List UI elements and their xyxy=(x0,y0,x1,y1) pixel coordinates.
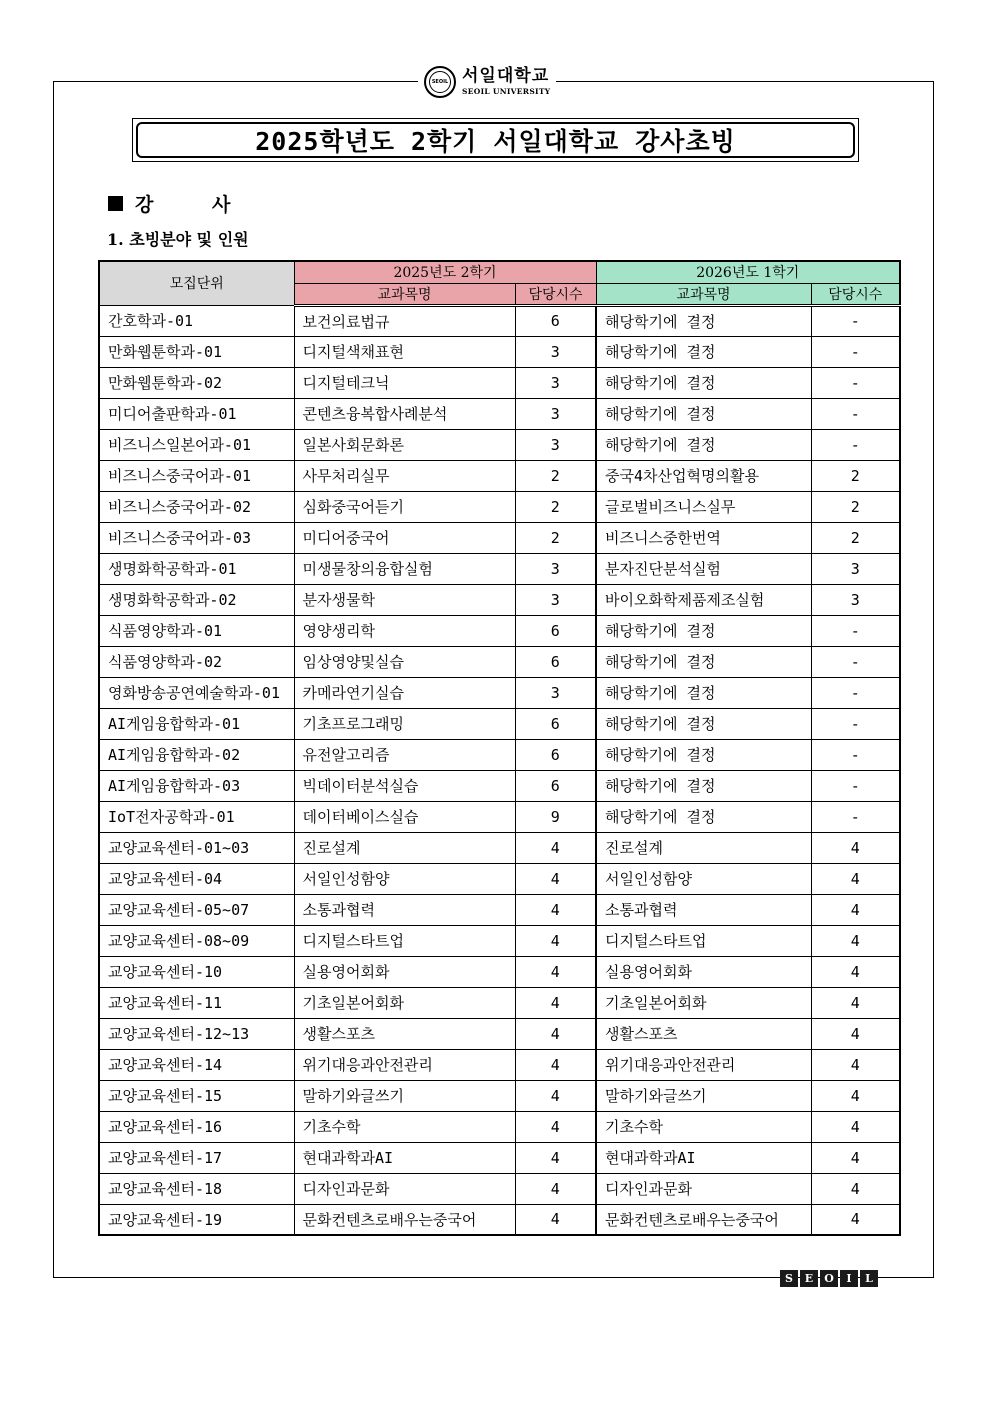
hours-2026-cell: 3 xyxy=(811,553,900,584)
hours-2025-cell: 6 xyxy=(515,615,596,646)
table-row xyxy=(99,522,900,553)
hours-2025-cell: 4 xyxy=(515,863,596,894)
hours-2025-cell: 3 xyxy=(515,336,596,367)
logo-korean-name: 서일대학교 xyxy=(462,66,550,87)
hours-2026-cell: - xyxy=(811,801,900,832)
hours-2026-cell: 2 xyxy=(811,460,900,491)
hours-2026-cell: - xyxy=(811,367,900,398)
course-2026-cell: 해당학기에 결정 xyxy=(596,398,811,429)
hours-2026-cell: 4 xyxy=(811,925,900,956)
unit-cell: 간호학과-01 xyxy=(99,305,294,336)
course-2026-cell: 실용영어회화 xyxy=(596,956,811,987)
course-2026-cell: 기초일본어회화 xyxy=(596,987,811,1018)
unit-cell: 교양교육센터-19 xyxy=(99,1204,294,1235)
course-2025-cell: 디지털테크닉 xyxy=(294,367,515,398)
table-row xyxy=(99,1204,900,1235)
table-row xyxy=(99,832,900,863)
table-row xyxy=(99,646,900,677)
table-row xyxy=(99,460,900,491)
table-row xyxy=(99,336,900,367)
hours-2026-cell: 3 xyxy=(811,584,900,615)
unit-cell: 교양교육센터-10 xyxy=(99,956,294,987)
hours-2025-cell: 6 xyxy=(515,646,596,677)
section-heading xyxy=(108,190,256,217)
hours-2026-cell: 4 xyxy=(811,1204,900,1235)
hours-2025-cell: 4 xyxy=(515,925,596,956)
table-row xyxy=(99,1018,900,1049)
course-2026-cell: 문화컨텐츠로배우는중국어 xyxy=(596,1204,811,1235)
hours-2025-cell: 4 xyxy=(515,987,596,1018)
header-semester-2025-2: 2025년도 2학기 xyxy=(294,261,596,283)
table-row xyxy=(99,739,900,770)
badge-letter: S xyxy=(780,1270,798,1287)
course-2025-cell: 기초수학 xyxy=(294,1111,515,1142)
black-square-icon xyxy=(108,196,123,211)
hours-2025-cell: 6 xyxy=(515,739,596,770)
hours-2026-cell: - xyxy=(811,398,900,429)
course-2025-cell: 보건의료법규 xyxy=(294,305,515,336)
logo-english-name: SEOIL UNIVERSITY xyxy=(462,87,551,97)
unit-cell: AI게임융합학과-02 xyxy=(99,739,294,770)
unit-cell: 비즈니스중국어과-03 xyxy=(99,522,294,553)
hours-2026-cell: 4 xyxy=(811,1142,900,1173)
course-2025-cell: 디지털색채표현 xyxy=(294,336,515,367)
course-2026-cell: 해당학기에 결정 xyxy=(596,646,811,677)
section-label: 강 사 xyxy=(135,194,257,216)
hours-2025-cell: 4 xyxy=(515,1111,596,1142)
hours-2026-cell: 2 xyxy=(811,522,900,553)
recruitment-table xyxy=(98,260,901,1236)
hours-2026-cell: 2 xyxy=(811,491,900,522)
course-2025-cell: 미디어중국어 xyxy=(294,522,515,553)
course-2025-cell: 소통과협력 xyxy=(294,894,515,925)
course-2026-cell: 진로설계 xyxy=(596,832,811,863)
header-course-2: 교과목명 xyxy=(596,283,811,305)
hours-2025-cell: 4 xyxy=(515,1018,596,1049)
course-2025-cell: 기초프로그래밍 xyxy=(294,708,515,739)
hours-2026-cell: - xyxy=(811,615,900,646)
table-row xyxy=(99,553,900,584)
header-unit: 모집단위 xyxy=(99,261,294,305)
course-2026-cell: 해당학기에 결정 xyxy=(596,739,811,770)
university-logo xyxy=(418,64,556,100)
course-2026-cell: 위기대응과안전관리 xyxy=(596,1049,811,1080)
table-row xyxy=(99,615,900,646)
hours-2026-cell: - xyxy=(811,429,900,460)
course-2026-cell: 해당학기에 결정 xyxy=(596,801,811,832)
header-course-1: 교과목명 xyxy=(294,283,515,305)
unit-cell: 만화웹툰학과-02 xyxy=(99,367,294,398)
table-row xyxy=(99,1142,900,1173)
course-2025-cell: 데이터베이스실습 xyxy=(294,801,515,832)
hours-2025-cell: 3 xyxy=(515,429,596,460)
unit-cell: 영화방송공연예술학과-01 xyxy=(99,677,294,708)
hours-2025-cell: 2 xyxy=(515,522,596,553)
course-2026-cell: 현대과학과AI xyxy=(596,1142,811,1173)
hours-2026-cell: 4 xyxy=(811,1049,900,1080)
subsection-heading: 1. 초빙분야 및 인원 xyxy=(107,230,249,249)
table-row xyxy=(99,367,900,398)
unit-cell: 교양교육센터-16 xyxy=(99,1111,294,1142)
hours-2025-cell: 4 xyxy=(515,832,596,863)
seoil-footer-badge xyxy=(780,1270,878,1287)
course-2025-cell: 기초일본어회화 xyxy=(294,987,515,1018)
hours-2025-cell: 6 xyxy=(515,305,596,336)
hours-2026-cell: 4 xyxy=(811,1080,900,1111)
table-row xyxy=(99,925,900,956)
hours-2026-cell: - xyxy=(811,770,900,801)
hours-2025-cell: 9 xyxy=(515,801,596,832)
course-2025-cell: 미생물창의융합실험 xyxy=(294,553,515,584)
table-row xyxy=(99,708,900,739)
hours-2026-cell: 4 xyxy=(811,863,900,894)
hours-2025-cell: 6 xyxy=(515,770,596,801)
course-2025-cell: 생활스포츠 xyxy=(294,1018,515,1049)
course-2025-cell: 사무처리실무 xyxy=(294,460,515,491)
table-row xyxy=(99,584,900,615)
unit-cell: 생명화학공학과-01 xyxy=(99,553,294,584)
hours-2026-cell: 4 xyxy=(811,956,900,987)
course-2026-cell: 소통과협력 xyxy=(596,894,811,925)
university-seal-icon: SEOIL xyxy=(424,66,456,98)
hours-2026-cell: - xyxy=(811,708,900,739)
course-2025-cell: 디지털스타트업 xyxy=(294,925,515,956)
hours-2026-cell: - xyxy=(811,336,900,367)
hours-2026-cell: 4 xyxy=(811,832,900,863)
hours-2026-cell: 4 xyxy=(811,1173,900,1204)
table-row xyxy=(99,770,900,801)
hours-2025-cell: 3 xyxy=(515,677,596,708)
unit-cell: 비즈니스중국어과-02 xyxy=(99,491,294,522)
course-2026-cell: 해당학기에 결정 xyxy=(596,336,811,367)
table-row xyxy=(99,1173,900,1204)
table-row xyxy=(99,894,900,925)
header-hours-2: 담당시수 xyxy=(811,283,900,305)
unit-cell: 만화웹툰학과-01 xyxy=(99,336,294,367)
hours-2026-cell: 4 xyxy=(811,1018,900,1049)
course-2026-cell: 해당학기에 결정 xyxy=(596,305,811,336)
unit-cell: 교양교육센터-15 xyxy=(99,1080,294,1111)
unit-cell: 미디어출판학과-01 xyxy=(99,398,294,429)
table-row xyxy=(99,398,900,429)
unit-cell: 생명화학공학과-02 xyxy=(99,584,294,615)
badge-letter: E xyxy=(800,1270,818,1287)
hours-2025-cell: 6 xyxy=(515,708,596,739)
table-row xyxy=(99,491,900,522)
title-box xyxy=(132,118,859,162)
course-2025-cell: 디자인과문화 xyxy=(294,1173,515,1204)
hours-2025-cell: 2 xyxy=(515,491,596,522)
hours-2025-cell: 3 xyxy=(515,367,596,398)
table-row xyxy=(99,801,900,832)
hours-2025-cell: 4 xyxy=(515,1173,596,1204)
course-2025-cell: 문화컨텐츠로배우는중국어 xyxy=(294,1204,515,1235)
hours-2025-cell: 3 xyxy=(515,553,596,584)
course-2025-cell: 말하기와글쓰기 xyxy=(294,1080,515,1111)
table-row xyxy=(99,987,900,1018)
hours-2026-cell: 4 xyxy=(811,894,900,925)
hours-2025-cell: 4 xyxy=(515,1080,596,1111)
hours-2025-cell: 4 xyxy=(515,1049,596,1080)
course-2025-cell: 실용영어회화 xyxy=(294,956,515,987)
page-title: 2025학년도 2학기 서일대학교 강사초빙 xyxy=(255,127,736,156)
unit-cell: 비즈니스중국어과-01 xyxy=(99,460,294,491)
hours-2026-cell: - xyxy=(811,305,900,336)
course-2026-cell: 중국4차산업혁명의활용 xyxy=(596,460,811,491)
course-2026-cell: 디지털스타트업 xyxy=(596,925,811,956)
course-2025-cell: 진로설계 xyxy=(294,832,515,863)
unit-cell: 교양교육센터-18 xyxy=(99,1173,294,1204)
course-2025-cell: 심화중국어듣기 xyxy=(294,491,515,522)
course-2026-cell: 서일인성함양 xyxy=(596,863,811,894)
table-row xyxy=(99,1049,900,1080)
hours-2025-cell: 4 xyxy=(515,1142,596,1173)
course-2025-cell: 현대과학과AI xyxy=(294,1142,515,1173)
hours-2025-cell: 3 xyxy=(515,398,596,429)
hours-2025-cell: 3 xyxy=(515,584,596,615)
course-2025-cell: 위기대응과안전관리 xyxy=(294,1049,515,1080)
unit-cell: 비즈니스일본어과-01 xyxy=(99,429,294,460)
unit-cell: 교양교육센터-05~07 xyxy=(99,894,294,925)
course-2026-cell: 해당학기에 결정 xyxy=(596,677,811,708)
course-2026-cell: 디자인과문화 xyxy=(596,1173,811,1204)
badge-letter: I xyxy=(840,1270,858,1287)
course-2026-cell: 생활스포츠 xyxy=(596,1018,811,1049)
course-2026-cell: 해당학기에 결정 xyxy=(596,770,811,801)
unit-cell: 교양교육센터-14 xyxy=(99,1049,294,1080)
table-row xyxy=(99,677,900,708)
unit-cell: 교양교육센터-12~13 xyxy=(99,1018,294,1049)
table-row xyxy=(99,1111,900,1142)
hours-2026-cell: - xyxy=(811,646,900,677)
unit-cell: 식품영양학과-02 xyxy=(99,646,294,677)
unit-cell: AI게임융합학과-03 xyxy=(99,770,294,801)
course-2026-cell: 해당학기에 결정 xyxy=(596,708,811,739)
badge-letter: L xyxy=(860,1270,878,1287)
unit-cell: 교양교육센터-08~09 xyxy=(99,925,294,956)
table-row xyxy=(99,956,900,987)
table-row xyxy=(99,1080,900,1111)
course-2026-cell: 글로벌비즈니스실무 xyxy=(596,491,811,522)
hours-2025-cell: 4 xyxy=(515,1204,596,1235)
course-2026-cell: 해당학기에 결정 xyxy=(596,367,811,398)
header-hours-1: 담당시수 xyxy=(515,283,596,305)
unit-cell: 교양교육센터-11 xyxy=(99,987,294,1018)
table-row xyxy=(99,305,900,336)
course-2025-cell: 일본사회문화론 xyxy=(294,429,515,460)
course-2025-cell: 서일인성함양 xyxy=(294,863,515,894)
course-2026-cell: 기초수학 xyxy=(596,1111,811,1142)
course-2025-cell: 카메라연기실습 xyxy=(294,677,515,708)
hours-2025-cell: 4 xyxy=(515,956,596,987)
course-2026-cell: 말하기와글쓰기 xyxy=(596,1080,811,1111)
course-2026-cell: 해당학기에 결정 xyxy=(596,615,811,646)
table-row xyxy=(99,863,900,894)
course-2025-cell: 유전알고리즘 xyxy=(294,739,515,770)
course-2025-cell: 콘텐츠융복합사례분석 xyxy=(294,398,515,429)
hours-2026-cell: 4 xyxy=(811,1111,900,1142)
hours-2026-cell: 4 xyxy=(811,987,900,1018)
hours-2025-cell: 2 xyxy=(515,460,596,491)
course-2025-cell: 빅데이터분석실습 xyxy=(294,770,515,801)
unit-cell: 교양교육센터-01~03 xyxy=(99,832,294,863)
course-2025-cell: 임상영양및실습 xyxy=(294,646,515,677)
hours-2025-cell: 4 xyxy=(515,894,596,925)
header-semester-2026-1: 2026년도 1학기 xyxy=(596,261,900,283)
course-2026-cell: 분자진단분석실험 xyxy=(596,553,811,584)
course-2026-cell: 바이오화학제품제조실험 xyxy=(596,584,811,615)
course-2025-cell: 분자생물학 xyxy=(294,584,515,615)
course-2026-cell: 비즈니스중한번역 xyxy=(596,522,811,553)
unit-cell: 교양교육센터-17 xyxy=(99,1142,294,1173)
hours-2026-cell: - xyxy=(811,739,900,770)
unit-cell: AI게임융합학과-01 xyxy=(99,708,294,739)
course-2026-cell: 해당학기에 결정 xyxy=(596,429,811,460)
badge-letter: O xyxy=(820,1270,838,1287)
course-2025-cell: 영양생리학 xyxy=(294,615,515,646)
unit-cell: 교양교육센터-04 xyxy=(99,863,294,894)
unit-cell: 식품영양학과-01 xyxy=(99,615,294,646)
unit-cell: IoT전자공학과-01 xyxy=(99,801,294,832)
hours-2026-cell: - xyxy=(811,677,900,708)
table-row xyxy=(99,429,900,460)
